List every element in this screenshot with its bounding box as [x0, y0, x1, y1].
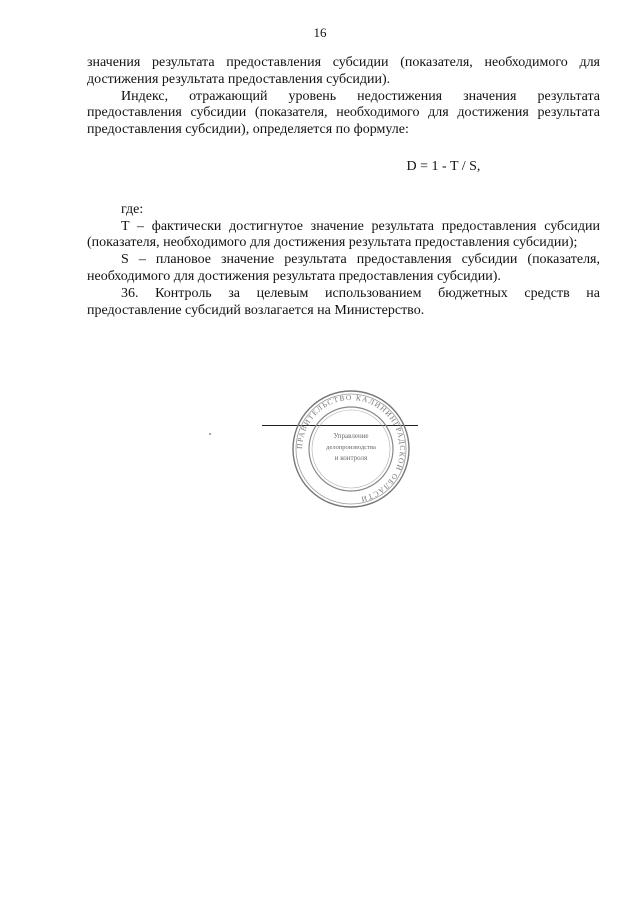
variable-s-definition: S – плановое значение результата предоставления субсидии (показателя, необходимого для достижения результата предоставления субсидии).: [87, 252, 600, 284]
stamp-line-1: Управление: [333, 432, 369, 440]
paragraph-index-definition: Индекс, отражающий уровень недостижения значения результата предоставления субсидии (показателя, необходимого для достижения результата предоставления субсидии), определяется по формуле:: [87, 88, 600, 138]
official-stamp: [290, 388, 412, 510]
stamp-line-3: и контроля: [334, 454, 368, 462]
document-body: [87, 55, 600, 319]
formula: D = 1 - T / S,: [406, 158, 481, 174]
variable-t-definition: T – фактически достигнутое значение результата предоставления субсидии (показателя, необходимого для достижения результата предоставления субсидии);: [87, 218, 600, 251]
where-label: где:: [121, 201, 144, 217]
stamp-ring-text: ПРАВИТЕЛЬСТВО КАЛИНИНГРАДСКОЙ ОБЛАСТИ: [294, 392, 408, 505]
stamp-line-2: делопроизводства: [326, 444, 376, 451]
paragraph-36: 36. Контроль за целевым использованием бюджетных средств на предоставление субсидий возлагается на Министерство.: [87, 285, 600, 318]
scan-dot: [209, 433, 211, 435]
paragraph-continuation: значения результата предоставления субсидии (показателя, необходимого для достижения результата предоставления субсидии).: [87, 55, 600, 87]
page-number: 16: [313, 25, 327, 40]
